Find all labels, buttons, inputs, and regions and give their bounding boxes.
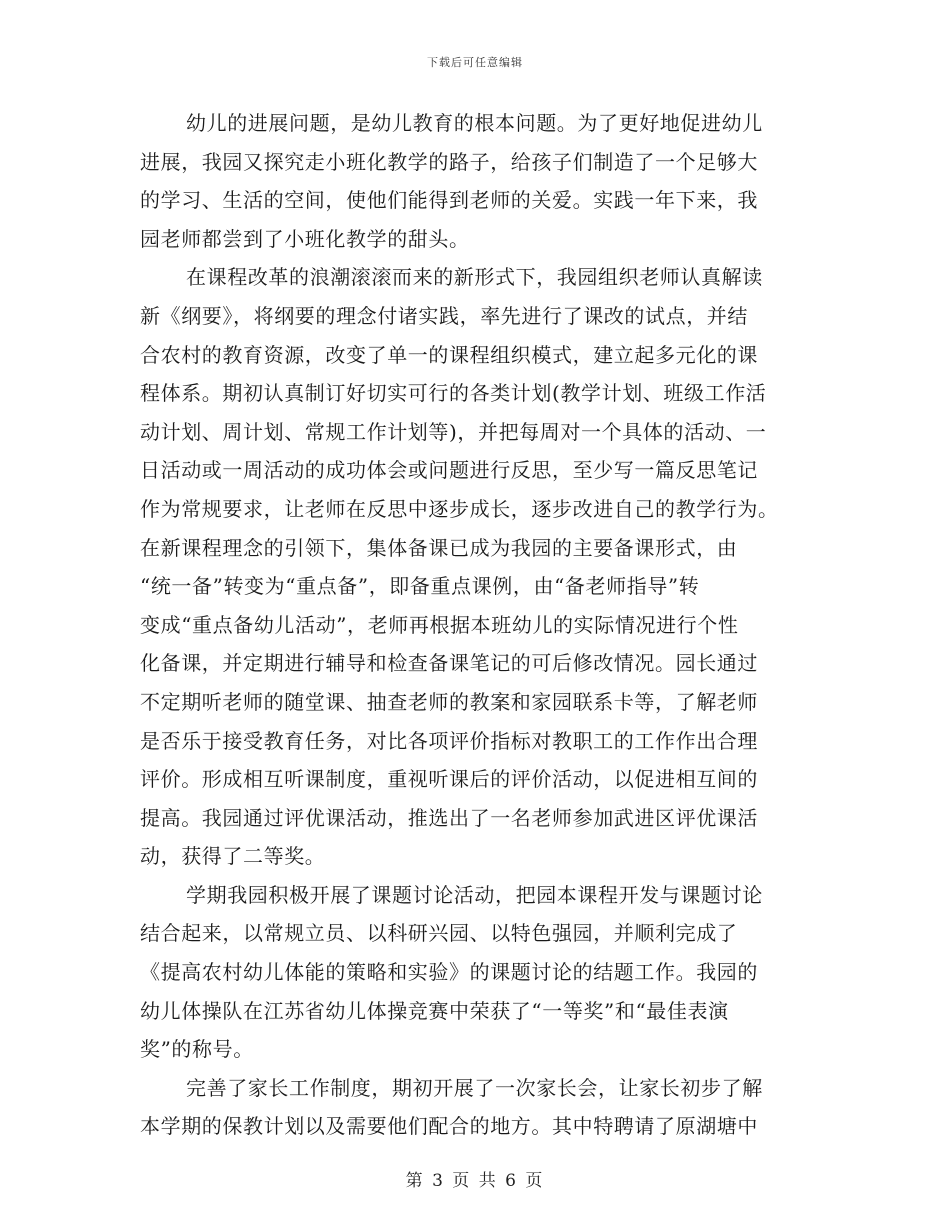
- text-line: 化备课，并定期进行辅导和检查备课笔记的可后修改情况。园长通过: [140, 651, 758, 676]
- text-line: 新《纲要》，将纲要的理念付诸实践，率先进行了课改的试点，并结: [140, 303, 748, 328]
- text-line: 《提高农村幼儿体能的策略和实验》的课题讨论的结题工作。我园的: [140, 960, 758, 985]
- text-line: 变成“重点备幼儿活动”，老师再根据本班幼儿的实际情况进行个性: [140, 612, 739, 637]
- page-header: 下载后可任意编辑: [427, 56, 523, 69]
- text-line: 幼儿体操队在江苏省幼儿体操竞赛中荣获了“一等奖”和“最佳表演: [140, 998, 729, 1023]
- text-line: 幼儿的进展问题，是幼儿教育的根本问题。为了更好地促进幼儿: [186, 111, 763, 135]
- text-line: “统一备”转变为“重点备”，即备重点课例，由“备老师指导”转: [140, 574, 700, 599]
- text-line: 合农村的教育资源，改变了单一的课程组织模式，建立起多元化的课: [140, 342, 758, 367]
- text-line: 的学习、生活的空间，使他们能得到老师的关爱。实践一年下来，我: [140, 188, 758, 213]
- document-body: [140, 104, 812, 1146]
- page-number: 第 3 页 共 6 页: [405, 1171, 545, 1191]
- text-line: 本学期的保教计划以及需要他们配合的地方。其中特聘请了原湖塘中: [140, 1114, 758, 1139]
- text-line: 园老师都尝到了小班化教学的甜头。: [140, 226, 470, 251]
- text-line: 日活动或一周活动的成功体会或问题进行反思，至少写一篇反思笔记: [140, 458, 758, 483]
- text-line: 不定期听老师的随堂课、抽查老师的教案和家园联系卡等，了解老师: [140, 689, 758, 714]
- text-line: 完善了家长工作制度，期初开展了一次家长会，让家长初步了解: [186, 1075, 763, 1100]
- text-line: 程体系。期初认真制订好切实可行的各类计划(教学计划、班级工作活: [140, 381, 767, 406]
- text-line: 奖”的称号。: [140, 1037, 254, 1062]
- text-line: 进展，我园又探究走小班化教学的路子，给孩子们制造了一个足够大: [140, 149, 758, 174]
- text-line: 学期我园积极开展了课题讨论活动，把园本课程开发与课题讨论: [186, 882, 763, 907]
- text-line: 是否乐于接受教育任务，对比各项评价指标对教职工的工作作出合理: [140, 728, 758, 753]
- text-line: 在课程改革的浪潮滚滚而来的新形式下，我园组织老师认真解读: [186, 265, 763, 290]
- text-line: 动计划、周计划、常规工作计划等)，并把每周对一个具体的活动、一: [140, 419, 767, 444]
- text-line: 作为常规要求，让老师在反思中逐步成长，逐步改进自己的教学行为。: [140, 496, 779, 521]
- text-line: 动，获得了二等奖。: [140, 844, 326, 869]
- text-line: 提高。我园通过评优课活动，推选出了一名老师参加武进区评优课活: [140, 805, 758, 830]
- text-line: 评价。形成相互听课制度，重视听课后的评价活动，以促进相互间的: [140, 767, 758, 792]
- text-line: 在新课程理念的引领下，集体备课已成为我园的主要备课形式，由: [140, 535, 738, 560]
- text-line: 结合起来，以常规立员、以科研兴园、以特色强园，并顺利完成了: [140, 921, 738, 946]
